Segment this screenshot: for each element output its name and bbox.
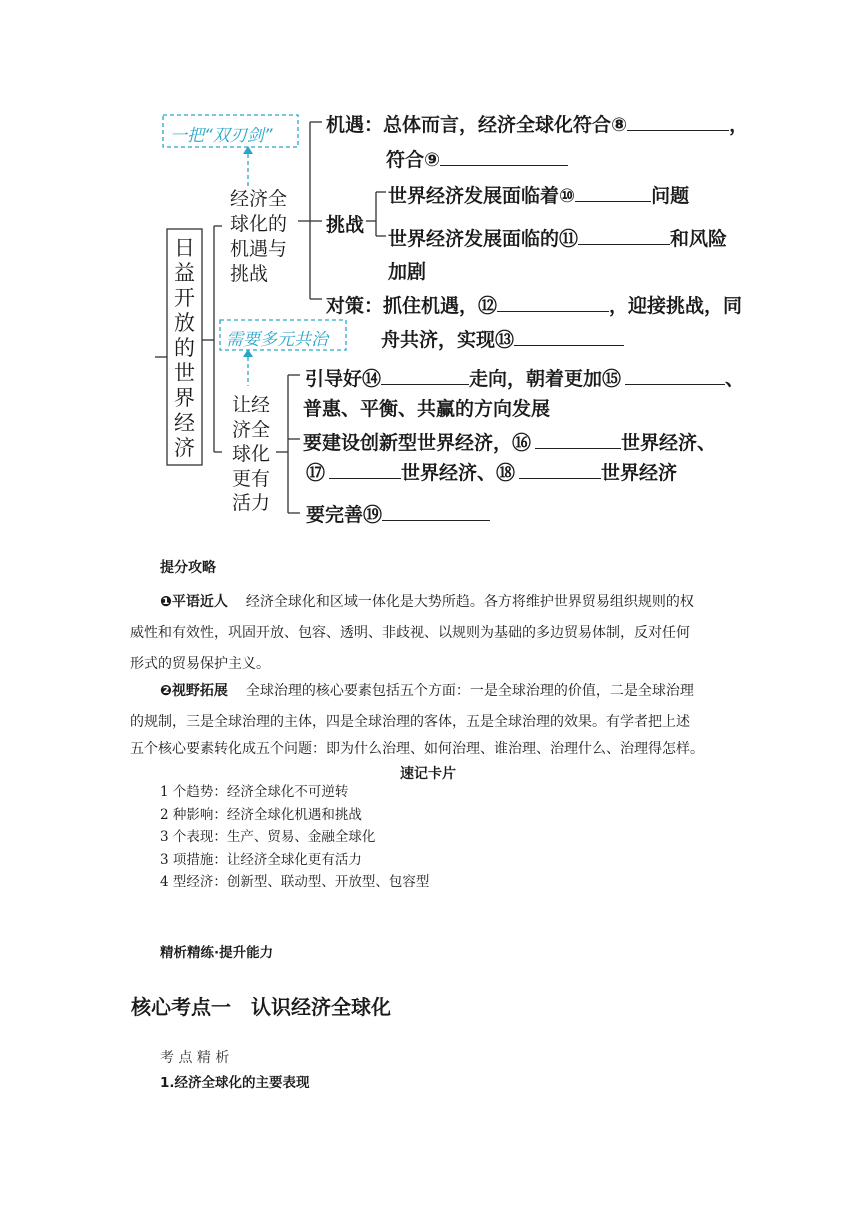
mind-map-root: 日益开放的世界经济	[174, 236, 195, 460]
tips-paragraph-2: ❷视野拓展 全球治理的核心要素包括五个方面：一是全球治理的价值，二是全球治理 的规制，三是全球治理的主体，四是全球治理的客体，五是全球治理的效果。有学者把上述 五个核心要素转化成五个问题：即为什么治理、如何治理、谁治理、治理什么、治理得怎样。	[130, 683, 704, 757]
card-line: 1 个趋势：经济全球化不可逆转	[160, 784, 349, 800]
card-line: 2 种影响：经济全球化机遇和挑战	[160, 806, 362, 823]
challenge-label: 挑战	[326, 214, 365, 236]
branch-opportunity-challenge: 经济全 球化的 机遇与 挑战	[230, 188, 288, 285]
section-label: 精析精练·提升能力	[160, 945, 274, 961]
card-line: 3 项措施：让经济全球化更有活力	[160, 851, 362, 868]
challenge-item-2: 世界经济发展面临的⑪ 和风险	[388, 228, 728, 250]
opportunity-line: 机遇：总体而言，经济全球化符合⑧ ，	[326, 114, 749, 136]
section-sub: 考 点 精 析	[160, 1050, 230, 1066]
challenge-item-2-cont: 加剧	[388, 261, 427, 283]
card-line: 3 个表现：生产、贸易、金融全球化	[160, 829, 376, 845]
branch-vitality: 让经 济全 球化 更有 活力	[232, 394, 271, 514]
section-title: 核心考点一 认识经济全球化	[131, 995, 391, 1019]
tips-heading: 提分攻略	[160, 560, 216, 576]
card-list	[160, 781, 429, 894]
opportunity-line-2: 符合⑨	[386, 145, 568, 172]
measure-line-2: 舟共济，实现⑬	[381, 325, 624, 352]
vitality-item-2: 要建设创新型世界经济，⑯ 世界经济、	[303, 432, 717, 454]
vitality-item-1-cont: 普惠、平衡、共赢的方向发展	[303, 398, 551, 420]
badge-double-edged-sword: 一把“双刃剑”	[170, 126, 273, 146]
badge-multiple-governance: 需要多元共治	[226, 330, 328, 350]
section-item: 1.经济全球化的主要表现	[160, 1075, 310, 1091]
vitality-item-1: 引导好⑭ 走向，朝着更加⑮ 、	[305, 368, 745, 390]
measure-line: 对策：抓住机遇，⑫ ，迎接挑战，同	[326, 295, 743, 317]
vitality-item-3: 要完善⑲	[306, 500, 490, 527]
tips-paragraph-1: ❶平语近人 经济全球化和区域一体化是大势所趋。各方将维护世界贸易组织规则的权 威性和有效性，巩固开放、包容、透明、非歧视、以规则为基础的多边贸易体制，反对任何 形式的贸易保护主义。	[130, 594, 694, 672]
card-line: 4 型经济：创新型、联动型、开放型、包容型	[160, 874, 430, 890]
challenge-item-1: 世界经济发展面临着⑩ 问题	[388, 185, 690, 207]
vitality-item-2-cont: ⑰ 世界经济、⑱ 世界经济	[306, 462, 678, 484]
card-title: 速记卡片	[400, 766, 456, 782]
